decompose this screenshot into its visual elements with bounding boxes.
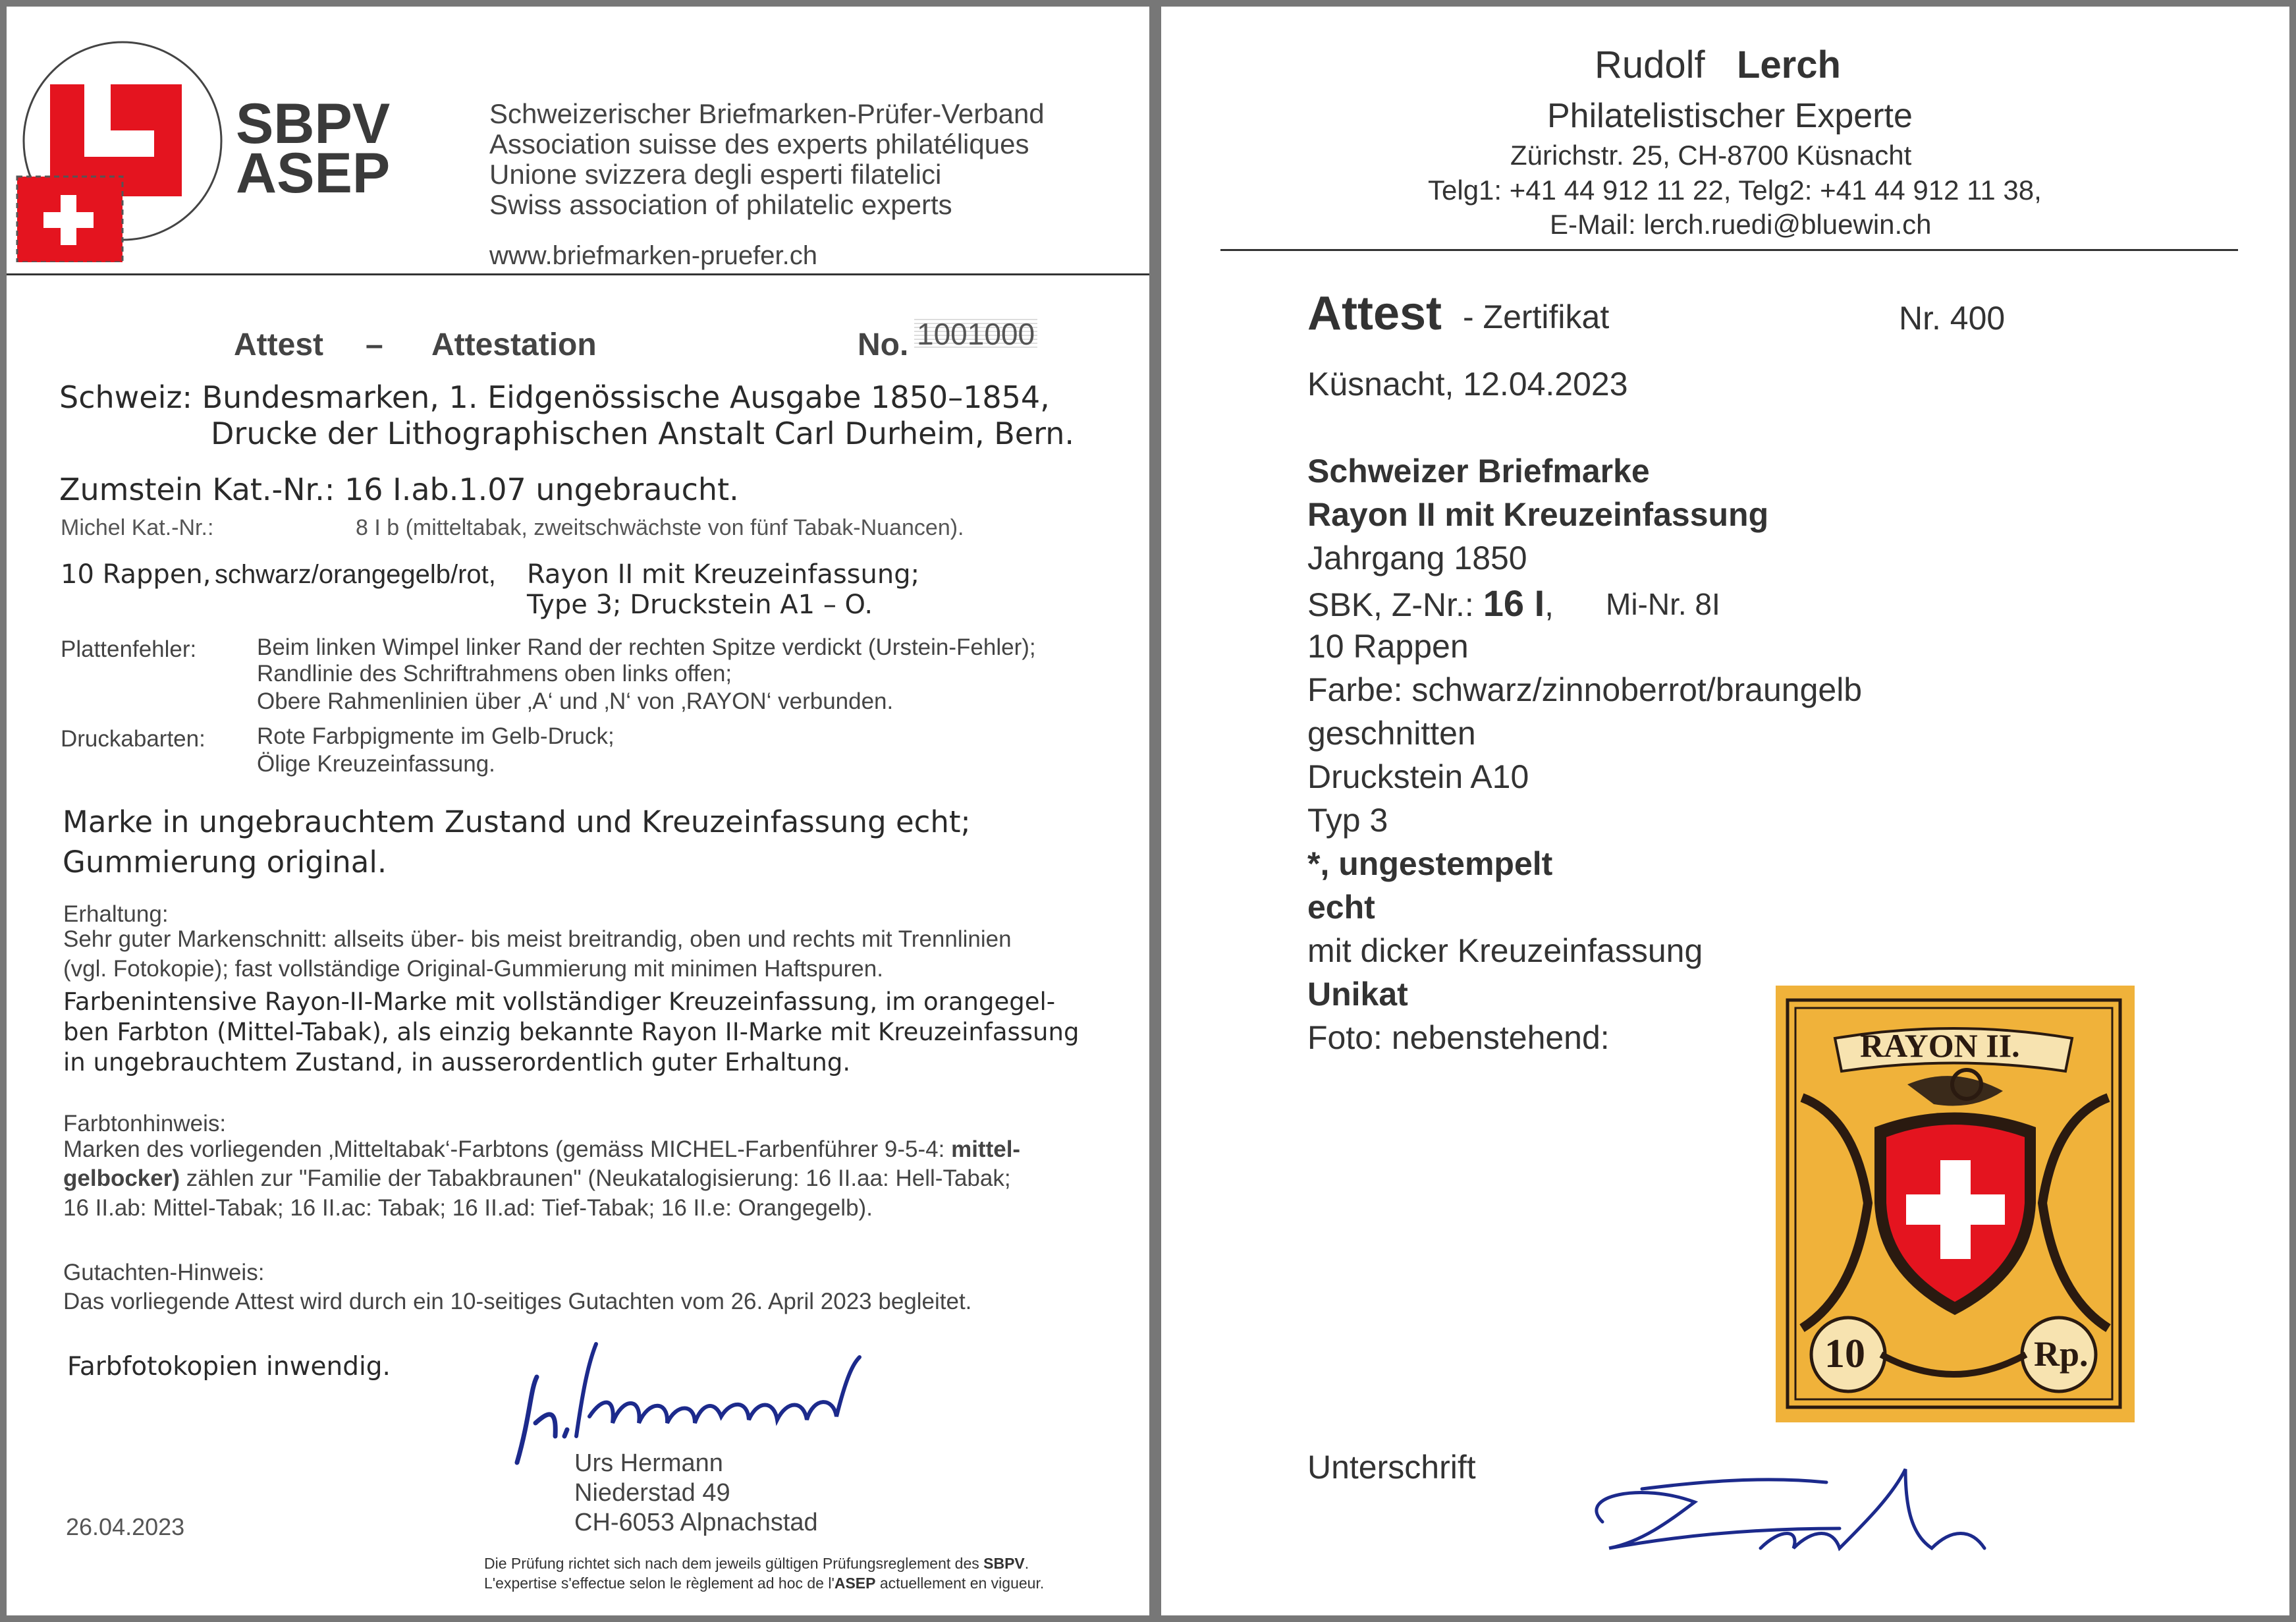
- marke-line2: Rayon II mit Kreuzeinfassung: [1307, 496, 1769, 533]
- sbpv-certificate: [7, 7, 1149, 1615]
- footer-de-period: .: [1024, 1555, 1029, 1572]
- logo-white-l-horizontal: [84, 130, 154, 157]
- expert-first-name: Rudolf: [1595, 43, 1705, 86]
- expert-title: Philatelistischer Experte: [1547, 97, 1913, 135]
- rappen-prefix: 10 Rappen,: [61, 559, 211, 590]
- gutachten-label: Gutachten-Hinweis:: [63, 1260, 265, 1285]
- place-date: Küsnacht, 12.04.2023: [1307, 366, 1628, 403]
- rappen: 10 Rappen: [1307, 628, 1469, 665]
- mi-nr: Mi-Nr. 8I: [1606, 587, 1720, 621]
- jahrgang: Jahrgang 1850: [1307, 540, 1527, 576]
- type-druckstein: Type 3; Druckstein A1 – O.: [527, 590, 873, 620]
- farbton-line3: 16 II.ab: Mittel-Tabak; 16 II.ac: Tabak; 16 II.ad: Tief-Tabak; 16 II.e: Orangegelb).: [63, 1195, 873, 1221]
- farbton-line1: [63, 1138, 1020, 1161]
- expert-phones: Telg1: +41 44 912 11 22, Telg2: +41 44 912 11 38,: [1428, 175, 2042, 206]
- plattenfehler-label: Plattenfehler:: [61, 636, 197, 662]
- expert-last-name: Lerch: [1737, 43, 1841, 86]
- farbton-line2-text: zählen zur "Familie der Tabakbraunen" (Neukatalogisierung: 16 II.aa: Hell-Tabak;: [186, 1165, 1011, 1191]
- footer-fr-text: L'expertise s'effectue selon le règlement ad hoc de l': [484, 1575, 834, 1592]
- signer-street: Niederstad 49: [574, 1479, 730, 1507]
- logo-abbrev-sbpv: SBPV: [236, 92, 391, 155]
- footer-de-bold: SBPV: [983, 1555, 1025, 1572]
- certificate-number: 1001000: [914, 318, 1037, 350]
- header-divider: [1220, 249, 2238, 251]
- erhaltung-label: Erhaltung:: [63, 901, 169, 927]
- michel-label: Michel Kat.-Nr.:: [61, 515, 214, 540]
- sbk-prefix: SBK, Z-Nr.:: [1307, 586, 1474, 623]
- marke-line1: Schweizer Briefmarke: [1307, 453, 1650, 489]
- foto-label: Foto: nebenstehend:: [1307, 1019, 1610, 1056]
- stamp-cross-horizontal: [1906, 1194, 2005, 1225]
- druckabarten-label: Druckabarten:: [61, 726, 205, 752]
- footer-de-text: Die Prüfung richtet sich nach dem jeweils gültigen Prüfungsreglement des: [484, 1555, 979, 1572]
- expert-address: Zürichstr. 25, CH-8700 Küsnacht: [1510, 140, 1912, 171]
- attest-date: 26.04.2023: [66, 1513, 185, 1540]
- plattenfehler-line: Randlinie des Schriftrahmens oben links offen;: [257, 661, 732, 686]
- echt: echt: [1307, 889, 1375, 926]
- sbpv-logo-emblem: [13, 32, 231, 262]
- org-website[interactable]: www.briefmarken-pruefer.ch: [489, 241, 817, 270]
- schnitt: geschnitten: [1307, 715, 1476, 752]
- stamp-title-line1: Schweiz: Bundesmarken, 1. Eidgenössische Ausgabe 1850–1854,: [59, 379, 1050, 415]
- zumstein-number: Zumstein Kat.-Nr.: 16 I.ab.1.07 ungebraucht.: [59, 472, 739, 507]
- unikat: Unikat: [1307, 976, 1408, 1013]
- footer-fr-tail: actuellement en vigueur.: [879, 1575, 1045, 1592]
- farbton-line1-text: Marken des vorliegenden ‚Mitteltabak‘-Farbtons (gemäss MICHEL-Farbenführer 9-5-4:: [63, 1136, 945, 1162]
- signer-city: CH-6053 Alpnachstad: [574, 1509, 818, 1536]
- plattenfehler-line: Beim linken Wimpel linker Rand der rechten Spitze verdickt (Urstein-Fehler);: [257, 634, 1036, 660]
- footer-line-fr: [484, 1576, 1044, 1591]
- plattenfehler-line: Obere Rahmenlinien über ‚A‘ und ‚N‘ von ‚RAYON‘ verbunden.: [257, 688, 894, 714]
- org-name-en: Swiss association of philatelic experts: [489, 189, 952, 220]
- michel-value: 8 I b (mitteltabak, zweitschwächste von fünf Tabak-Nuancen).: [356, 515, 964, 540]
- stamp-unit-text: Rp.: [2034, 1334, 2089, 1374]
- druckabarten-line: Ölige Kreuzeinfassung.: [257, 751, 495, 777]
- org-name-it: Unione svizzera degli esperti filatelici: [489, 159, 942, 190]
- heading-attestation: Attestation: [431, 327, 597, 362]
- druckabarten-line: Rote Farbpigmente im Gelb-Druck;: [257, 723, 615, 749]
- footer-line-de: [484, 1556, 1029, 1571]
- attest-title: Attest: [1307, 287, 1442, 340]
- gutachten-text: Das vorliegende Attest wird durch ein 10-seitiges Gutachten vom 26. April 2023 begleitet.: [63, 1289, 972, 1314]
- erhaltung-line: Sehr guter Markenschnitt: allseits über- bis meist breitrandig, oben und rechts mit Trennlinien: [63, 926, 1012, 952]
- farbton-line2-bold: gelbocker): [63, 1165, 180, 1191]
- farbton-label: Farbtonhinweis:: [63, 1111, 227, 1136]
- rappen-rayon: Rayon II mit Kreuzeinfassung;: [527, 559, 920, 590]
- farbton-line2: [63, 1167, 1011, 1190]
- sbk-line: [1307, 582, 1554, 624]
- heading-no-label: No.: [858, 327, 909, 362]
- expert-email[interactable]: E-Mail: lerch.ruedi@bluewin.ch: [1550, 209, 1932, 240]
- certificate-nr: Nr. 400: [1899, 300, 2006, 337]
- sbk-suffix: ,: [1544, 586, 1554, 623]
- typ: Typ 3: [1307, 802, 1388, 839]
- stamp-rayon-text: RAYON II.: [1860, 1027, 2020, 1064]
- header-divider: [7, 273, 1149, 275]
- signature-lerch: [1563, 1456, 2024, 1568]
- signer-name: Urs Hermann: [574, 1449, 723, 1477]
- stamp-photo: [1776, 986, 2135, 1422]
- farben-line: in ungebrauchtem Zustand, in ausserordentlich guter Erhaltung.: [63, 1048, 851, 1077]
- lerch-certificate: [1161, 7, 2289, 1615]
- kreuzeinfassung: mit dicker Kreuzeinfassung: [1307, 932, 1703, 969]
- rappen-colors: schwarz/orangegelb/rot,: [215, 560, 496, 589]
- heading-attest: Attest: [234, 327, 324, 362]
- org-name-fr: Association suisse des experts philatéliques: [489, 128, 1029, 159]
- farben-line: ben Farbton (Mittel-Tabak), als einzig bekannte Rayon II-Marke mit Kreuzeinfassung: [63, 1018, 1080, 1046]
- logo-small-cross-h: [43, 212, 94, 228]
- expert-name: [1595, 43, 1841, 86]
- farbfotokopien-note: Farbfotokopien inwendig.: [67, 1352, 391, 1382]
- stamp-title-line2: Drucke der Lithographischen Anstalt Carl Durheim, Bern.: [211, 416, 1074, 451]
- heading-dash: –: [366, 327, 383, 362]
- unterschrift-label: Unterschrift: [1307, 1449, 1476, 1486]
- logo-abbrev-asep: ASEP: [236, 142, 391, 205]
- farbe: Farbe: schwarz/zinnoberrot/braungelb: [1307, 671, 1863, 708]
- footer-fr-bold: ASEP: [834, 1575, 876, 1592]
- zertifikat-title: - Zertifikat: [1463, 298, 1610, 335]
- erhaltung-line: (vgl. Fotokopie); fast vollständige Original-Gummierung mit minimen Haftspuren.: [63, 956, 883, 982]
- ungestempelt: *, ungestempelt: [1307, 845, 1553, 882]
- statement-line: Gummierung original.: [63, 845, 387, 880]
- farbton-line1-bold: mittel-: [951, 1136, 1021, 1162]
- stamp-value-text: 10: [1824, 1331, 1865, 1376]
- druckstein: Druckstein A10: [1307, 758, 1529, 795]
- org-name-de: Schweizerischer Briefmarken-Prüfer-Verband: [489, 98, 1045, 129]
- sbk-value: 16 I: [1483, 582, 1545, 624]
- statement-line: Marke in ungebrauchtem Zustand und Kreuzeinfassung echt;: [63, 804, 971, 839]
- farben-line: Farbenintensive Rayon-II-Marke mit vollständiger Kreuzeinfassung, im orangegel-: [63, 988, 1056, 1016]
